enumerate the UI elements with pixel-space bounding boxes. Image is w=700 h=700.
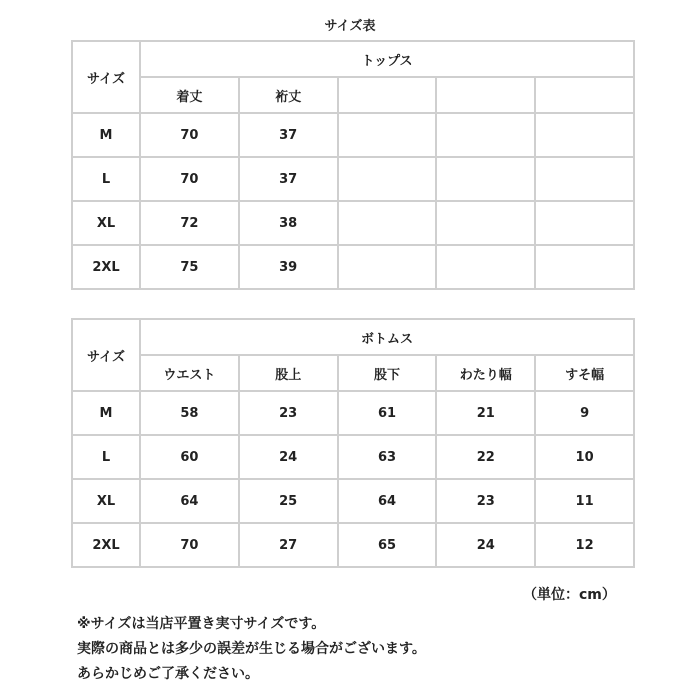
table-row bbox=[72, 523, 634, 567]
unit-label: （単位：cm） bbox=[523, 587, 616, 603]
value-cell: 64 bbox=[338, 479, 437, 523]
size-cell: XL bbox=[72, 479, 140, 523]
value-cell: 64 bbox=[140, 479, 239, 523]
bottoms-group-header: ボトムス bbox=[140, 319, 634, 355]
column-header: 股下 bbox=[338, 355, 437, 391]
value-cell: 75 bbox=[140, 245, 239, 289]
column-header: 着丈 bbox=[140, 77, 239, 113]
value-cell: 12 bbox=[535, 523, 634, 567]
value-cell: 72 bbox=[140, 201, 239, 245]
note-line: あらかじめご了承ください。 bbox=[77, 666, 259, 682]
column-header bbox=[338, 77, 437, 113]
note-line: 実際の商品とは多少の誤差が生じる場合がございます。 bbox=[77, 641, 426, 657]
value-cell: 27 bbox=[239, 523, 338, 567]
value-cell: 10 bbox=[535, 435, 634, 479]
tops-size-table bbox=[71, 40, 635, 290]
column-header bbox=[436, 77, 535, 113]
column-header bbox=[535, 77, 634, 113]
table-row bbox=[72, 201, 634, 245]
table-row bbox=[72, 479, 634, 523]
size-cell: 2XL bbox=[72, 523, 140, 567]
value-cell: 70 bbox=[140, 523, 239, 567]
value-cell: 70 bbox=[140, 157, 239, 201]
table-row bbox=[72, 435, 634, 479]
size-column-header: サイズ bbox=[72, 319, 140, 391]
size-cell: L bbox=[72, 435, 140, 479]
value-cell bbox=[436, 113, 535, 157]
bottoms-size-table bbox=[71, 318, 635, 568]
value-cell: 37 bbox=[239, 113, 338, 157]
size-cell: XL bbox=[72, 201, 140, 245]
note-line: ※サイズは当店平置き実寸サイズです。 bbox=[77, 616, 326, 632]
table-row bbox=[72, 245, 634, 289]
value-cell bbox=[535, 201, 634, 245]
value-cell: 58 bbox=[140, 391, 239, 435]
column-header: 股上 bbox=[239, 355, 338, 391]
value-cell: 25 bbox=[239, 479, 338, 523]
value-cell bbox=[535, 113, 634, 157]
table-row bbox=[72, 157, 634, 201]
value-cell: 11 bbox=[535, 479, 634, 523]
value-cell bbox=[535, 157, 634, 201]
column-header: わたり幅 bbox=[436, 355, 535, 391]
value-cell: 23 bbox=[436, 479, 535, 523]
value-cell: 22 bbox=[436, 435, 535, 479]
value-cell bbox=[338, 201, 437, 245]
value-cell bbox=[338, 113, 437, 157]
column-header: すそ幅 bbox=[535, 355, 634, 391]
notes bbox=[77, 612, 426, 687]
value-cell: 61 bbox=[338, 391, 437, 435]
value-cell: 37 bbox=[239, 157, 338, 201]
value-cell bbox=[535, 245, 634, 289]
value-cell: 63 bbox=[338, 435, 437, 479]
size-cell: L bbox=[72, 157, 140, 201]
value-cell: 65 bbox=[338, 523, 437, 567]
value-cell: 39 bbox=[239, 245, 338, 289]
value-cell bbox=[338, 157, 437, 201]
column-header: ウエスト bbox=[140, 355, 239, 391]
value-cell bbox=[436, 201, 535, 245]
size-column-header: サイズ bbox=[72, 41, 140, 113]
value-cell bbox=[436, 245, 535, 289]
size-cell: M bbox=[72, 113, 140, 157]
page-title: サイズ表 bbox=[324, 19, 376, 34]
value-cell: 23 bbox=[239, 391, 338, 435]
size-cell: 2XL bbox=[72, 245, 140, 289]
size-cell: M bbox=[72, 391, 140, 435]
value-cell: 38 bbox=[239, 201, 338, 245]
table-row bbox=[72, 391, 634, 435]
value-cell bbox=[436, 157, 535, 201]
value-cell: 60 bbox=[140, 435, 239, 479]
column-header: 裄丈 bbox=[239, 77, 338, 113]
value-cell: 9 bbox=[535, 391, 634, 435]
value-cell: 24 bbox=[239, 435, 338, 479]
value-cell: 24 bbox=[436, 523, 535, 567]
tops-group-header: トップス bbox=[140, 41, 634, 77]
value-cell: 21 bbox=[436, 391, 535, 435]
value-cell: 70 bbox=[140, 113, 239, 157]
value-cell bbox=[338, 245, 437, 289]
table-row bbox=[72, 113, 634, 157]
